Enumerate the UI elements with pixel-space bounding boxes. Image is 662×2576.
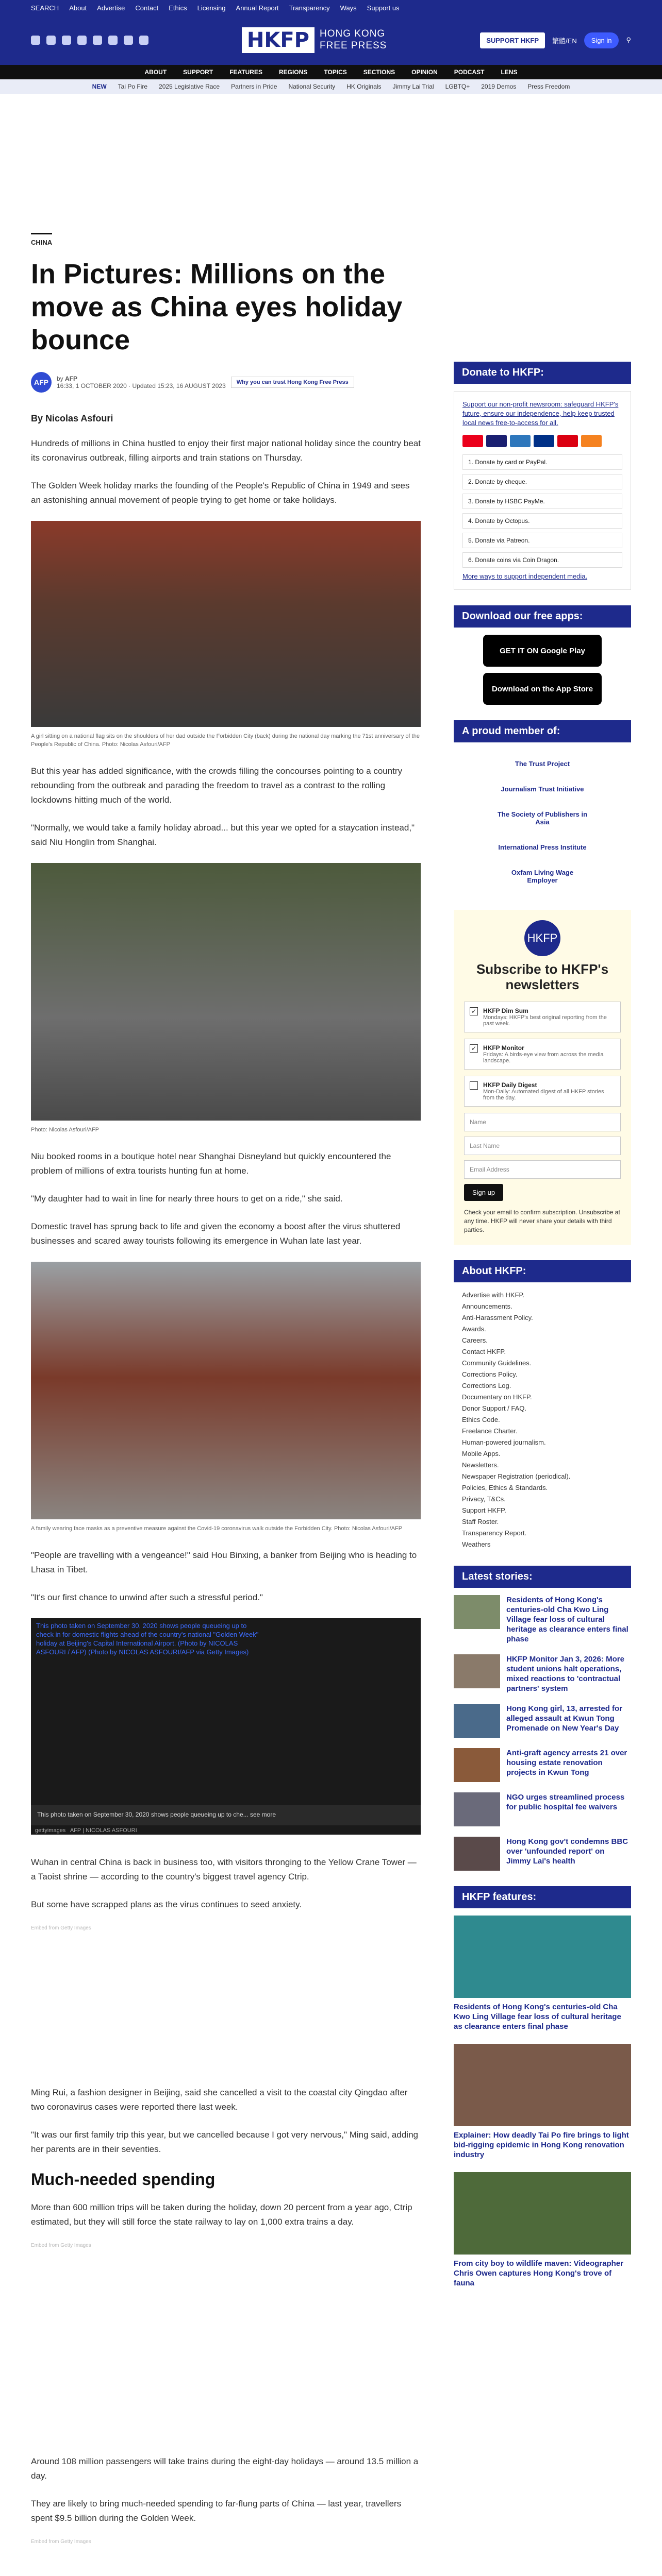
trending-item[interactable]: HK Originals: [346, 83, 382, 90]
contact-link[interactable]: Contact: [135, 4, 159, 12]
trending-item[interactable]: 2025 Legislative Race: [159, 83, 220, 90]
option-title: HKFP Dim Sum: [483, 1007, 528, 1014]
logo-mark: HKFP: [242, 27, 315, 53]
story-link[interactable]: Hong Kong girl, 13, arrested for alleged assault at Kwun Tong Promenade on New Year's Day: [506, 1704, 623, 1733]
about-link[interactable]: Newsletters.: [462, 1461, 499, 1469]
story-thumbnail[interactable]: [454, 1595, 500, 1629]
latest-story[interactable]: [454, 1595, 631, 1644]
rss-icon[interactable]: [124, 36, 133, 45]
transparency-link[interactable]: Transparency: [289, 4, 330, 12]
feature-image[interactable]: [454, 2172, 631, 2255]
newsletter-icon: HKFP: [524, 920, 560, 956]
about-link[interactable]: Anti-Harassment Policy.: [462, 1314, 533, 1321]
about-link[interactable]: About: [69, 4, 87, 12]
language-toggle[interactable]: 繁體/EN: [552, 37, 577, 45]
sidebar: [454, 362, 631, 2303]
apps-widget: [454, 605, 631, 705]
about-link[interactable]: Community Guidelines.: [462, 1359, 532, 1367]
latest-widget: [454, 1566, 631, 1871]
feature-link[interactable]: From city boy to wildlife maven: Videographer Chris Owen captures Hong Kong's trove of fauna: [454, 2259, 623, 2287]
author-line: By Nicolas Asfouri: [31, 413, 113, 423]
getty-embed-label[interactable]: Embed from Getty Images: [31, 2539, 91, 2545]
octopus-icon: [581, 435, 602, 447]
about-link[interactable]: Ethics Code.: [462, 1416, 500, 1423]
social-icons: [31, 36, 148, 45]
youtube-icon[interactable]: [93, 36, 102, 45]
nav-topics[interactable]: TOPICS: [324, 69, 347, 76]
paragraph: Wuhan in central China is back in business too, with visitors thronging to the Yellow Crane Tower — a Taoist shrine — according to the country's biggest travel agency Ctrip.: [31, 1857, 417, 1882]
ways-link[interactable]: Ways: [340, 4, 357, 12]
story-thumbnail[interactable]: [454, 1748, 500, 1782]
by-word: by: [57, 375, 63, 382]
trending-item[interactable]: Partners in Pride: [231, 83, 277, 90]
article-dates: 16:33, 1 OCTOBER 2020 · Updated 15:23, 16 AUGUST 2023: [57, 382, 226, 389]
about-link[interactable]: Freelance Charter.: [462, 1427, 518, 1435]
newsletter-option[interactable]: [464, 1002, 621, 1032]
facebook-icon[interactable]: [31, 36, 40, 45]
features-widget: [454, 1886, 631, 2288]
name-field[interactable]: Name: [464, 1113, 621, 1131]
about-link[interactable]: Corrections Policy.: [462, 1370, 518, 1378]
latest-story[interactable]: [454, 1704, 631, 1738]
newsletter-title: Subscribe to HKFP's newsletters: [476, 961, 609, 992]
about-link[interactable]: Advertise with HKFP.: [462, 1291, 525, 1299]
latest-title: Latest stories:: [454, 1566, 631, 1588]
about-link[interactable]: Awards.: [462, 1325, 486, 1333]
trending-item[interactable]: National Security: [288, 83, 336, 90]
newsletter-widget: [454, 910, 631, 1245]
getty-logo[interactable]: gettyimages: [35, 1827, 66, 1834]
paragraph: "People are travelling with a vengeance!" said Hou Binxing, a banker from Beijing who is heading to Lhasa in Tibet.: [31, 1550, 417, 1574]
newsletter-option[interactable]: [464, 1039, 621, 1070]
story-link[interactable]: Hong Kong gov't condemns BBC over 'unfounded report' on Jimmy Lai's health: [506, 1837, 628, 1866]
nav-podcast[interactable]: PODCAST: [454, 69, 485, 76]
donate-widget: [454, 362, 631, 590]
story-thumbnail[interactable]: [454, 1837, 500, 1871]
paragraph: Ming Rui, a fashion designer in Beijing, said she cancelled a visit to the coastal city Qingdao after two coronavirus cases were reported there last week.: [31, 2088, 408, 2112]
photo-crowd: [31, 863, 421, 1121]
ethics-link[interactable]: Ethics: [169, 4, 187, 12]
about-link[interactable]: Support HKFP.: [462, 1506, 506, 1514]
search-link[interactable]: SEARCH: [31, 4, 59, 12]
donate-option[interactable]: 2. Donate by cheque.: [462, 474, 622, 489]
about-link[interactable]: Contact HKFP.: [462, 1348, 506, 1355]
paypal-icon: [534, 435, 554, 447]
paragraph: Hundreds of millions in China hustled to enjoy their first major national holiday since the country beat its coronavirus outbreak, filling airports and train stations on Thursday.: [31, 438, 421, 463]
about-link[interactable]: Staff Roster.: [462, 1518, 499, 1526]
telegram-icon[interactable]: [139, 36, 148, 45]
story-link[interactable]: NGO urges streamlined process for public hospital fee waivers: [506, 1793, 625, 1811]
nav-lens[interactable]: LENS: [501, 69, 518, 76]
amex-icon: [510, 435, 531, 447]
member-logo[interactable]: The Trust Project: [515, 760, 570, 768]
nav-about[interactable]: ABOUT: [144, 69, 167, 76]
story-link[interactable]: HKFP Monitor Jan 3, 2026: More student unions halt operations, mixed reactions to 'contractual partners' system: [506, 1655, 624, 1693]
story-thumbnail[interactable]: [454, 1704, 500, 1738]
member-logo[interactable]: The Society of Publishers in Asia: [497, 810, 588, 826]
feature-image[interactable]: [454, 1916, 631, 1998]
trending-item[interactable]: LGBTQ+: [445, 83, 470, 90]
apps-title: Download our free apps:: [454, 605, 631, 628]
embed-credit: AFP | NICOLAS ASFOURI: [70, 1827, 137, 1834]
checkbox[interactable]: ✓: [470, 1044, 478, 1053]
membership-widget: [454, 720, 631, 894]
trending-bar: [0, 79, 662, 94]
story-link[interactable]: Anti-graft agency arrests 21 over housing estate renovation projects in Kwun Tong: [506, 1749, 627, 1777]
about-link[interactable]: Policies, Ethics & Standards.: [462, 1484, 548, 1492]
paragraph: "Normally, we would take a family holiday abroad... but this year we opted for a staycation instead," said Niu Honglin from Shanghai.: [31, 823, 415, 847]
option-desc: Mon-Daily: Automated digest of all HKFP stories from the day.: [483, 1089, 604, 1101]
agency-name[interactable]: AFP: [65, 375, 78, 382]
donate-option[interactable]: 6. Donate coins via Coin Dragon.: [462, 552, 622, 568]
paragraph: "It was our first family trip this year, but we cancelled because I got very nervous," Ming said, adding her parents are in their seventies.: [31, 2130, 418, 2154]
about-link[interactable]: Documentary on HKFP.: [462, 1393, 532, 1401]
paragraph: Niu booked rooms in a boutique hotel near Shanghai Disneyland but quickly encountered the problem of millions of extra tourists hunting fun at home.: [31, 1151, 391, 1176]
photo-caption: A family wearing face masks as a preventive measure against the Covid-19 coronavirus walk outside the Forbidden City. Photo: Nicolas Asfouri/AFP: [31, 1526, 403, 1532]
about-link[interactable]: Weathers: [462, 1540, 491, 1548]
trending-label: NEW: [92, 83, 107, 90]
email-field[interactable]: Email Address: [464, 1160, 621, 1179]
trust-link[interactable]: Why you can trust Hong Kong Free Press: [231, 377, 354, 388]
about-title: About HKFP:: [454, 1260, 631, 1282]
avatar: AFP: [31, 372, 52, 393]
donate-option[interactable]: 1. Donate by card or PayPal.: [462, 454, 622, 470]
nav-regions[interactable]: REGIONS: [278, 69, 308, 76]
getty-embed-label[interactable]: Embed from Getty Images: [31, 1925, 91, 1931]
donate-option[interactable]: 5. Donate via Patreon.: [462, 533, 622, 548]
about-link[interactable]: Privacy, T&Cs.: [462, 1495, 506, 1503]
nav-sections[interactable]: SECTIONS: [363, 69, 395, 76]
more-ways-link[interactable]: More ways to support independent media.: [462, 572, 588, 580]
annual-report-link[interactable]: Annual Report: [236, 4, 279, 12]
feature-link[interactable]: Explainer: How deadly Tai Po fire brings to light bid-rigging epidemic in Hong Kong renovation industry: [454, 2131, 629, 2159]
getty-embed[interactable]: [31, 1618, 421, 1835]
donate-link[interactable]: Support our non-profit newsroom: safeguard HKFP's future, ensure our independence, help keep trusted local news free-to-access for all.: [462, 400, 619, 427]
trending-item[interactable]: Press Freedom: [527, 83, 570, 90]
option-title: HKFP Daily Digest: [483, 1081, 537, 1089]
photo-family-masks: [31, 1262, 421, 1519]
nav-features[interactable]: FEATURES: [229, 69, 262, 76]
about-link[interactable]: Human-powered journalism.: [462, 1438, 546, 1446]
about-widget: [454, 1260, 631, 1550]
story-link[interactable]: Residents of Hong Kong's centuries-old Cha Kwo Ling Village fear loss of cultural heritage as clearance enters final phase: [506, 1596, 628, 1643]
sign-in-button[interactable]: Sign in: [584, 32, 619, 48]
paragraph: More than 600 million trips will be taken during the holiday, down 20 percent from a year ago, Ctrip estimated, but they will still force the state railway to lay on 1,000 extra trains a day.: [31, 2202, 412, 2227]
about-link[interactable]: Donor Support / FAQ.: [462, 1404, 527, 1412]
about-link[interactable]: Careers.: [462, 1336, 488, 1344]
visa-icon: [486, 435, 507, 447]
about-link[interactable]: Corrections Log.: [462, 1382, 511, 1389]
embed-see-more[interactable]: see more: [250, 1811, 276, 1818]
donate-option[interactable]: 4. Donate by Octopus.: [462, 513, 622, 529]
photo-caption: Photo: Nicolas Asfouri/AFP: [31, 1127, 100, 1133]
story-thumbnail[interactable]: [454, 1792, 500, 1826]
payme-icon: [557, 435, 578, 447]
photo-forbidden-city-girl: [31, 521, 421, 727]
about-link[interactable]: Mobile Apps.: [462, 1450, 501, 1458]
paragraph: Domestic travel has sprung back to life and given the economy a boost after the virus shuttered businesses and scared away tourists following its emergence in Wuhan late last year.: [31, 1222, 401, 1246]
paragraph: But this year has added significance, with the crowds filling the concourses pointing to a country rebounding from the outbreak and parading the freedom to travel as a contrast to the rolling lockdowns hitting much of the world.: [31, 766, 403, 805]
latest-story[interactable]: [454, 1837, 631, 1871]
logo-line2: FREE PRESS: [319, 40, 387, 51]
about-link[interactable]: Transparency Report.: [462, 1529, 527, 1537]
getty-embed-label[interactable]: Embed from Getty Images: [31, 2243, 91, 2248]
about-link[interactable]: Newspaper Registration (periodical).: [462, 1472, 571, 1480]
article-title: In Pictures: Millions on the move as China eyes holiday bounce: [31, 259, 403, 355]
paragraph: But some have scrapped plans as the virus continues to seed anxiety.: [31, 1900, 302, 1909]
site-logo[interactable]: [242, 27, 387, 53]
paragraph: Around 108 million passengers will take trains during the eight-day holidays — around 13.5 million a day.: [31, 2456, 419, 2481]
sign-up-button[interactable]: Sign up: [464, 1184, 503, 1201]
last-name-field[interactable]: Last Name: [464, 1137, 621, 1155]
twitter-icon[interactable]: [46, 36, 56, 45]
threads-icon[interactable]: [77, 36, 87, 45]
member-title: A proud member of:: [454, 720, 631, 742]
top-utility-bar: [0, 0, 662, 15]
photo-caption: A girl sitting on a national flag sits on the shoulders of her dad outside the Forbidden City (back) during the national day marking the 71st anniversary of the People's Republic of China. Photo: Nicolas Asfouri/AFP: [31, 733, 420, 748]
mastercard-icon: [462, 435, 483, 447]
logo-line1: HONG KONG: [319, 28, 386, 40]
mastodon-icon[interactable]: [108, 36, 118, 45]
embed-caption[interactable]: This photo taken on September 30, 2020 shows people queueing up to check in for domestic flights ahead of the country's national "Golden Week" holiday at Beijing's Capital International Airport. (Photo by NICOLAS ASFOURI / AFP) (Photo by NICOLAS ASFOURI/AFP via Getty Images): [36, 1622, 259, 1656]
option-desc: Mondays: HKFP's best original reporting from the past week.: [483, 1014, 607, 1027]
latest-story[interactable]: [454, 1654, 631, 1693]
category-label[interactable]: CHINA: [31, 233, 52, 246]
donate-option[interactable]: 3. Donate by HSBC PayMe.: [462, 494, 622, 509]
trending-item[interactable]: Jimmy Lai Trial: [392, 83, 434, 90]
trending-item[interactable]: Tai Po Fire: [118, 83, 148, 90]
checkbox[interactable]: [470, 1081, 478, 1090]
licensing-link[interactable]: Licensing: [197, 4, 226, 12]
option-title: HKFP Monitor: [483, 1044, 524, 1052]
google-play-button[interactable]: GET IT ON Google Play: [483, 635, 602, 667]
features-title: HKFP features:: [454, 1886, 631, 1908]
support-link[interactable]: Support us: [367, 4, 400, 12]
advertise-link[interactable]: Advertise: [97, 4, 125, 12]
latest-story[interactable]: [454, 1792, 631, 1826]
section-heading: Much-needed spending: [31, 2170, 216, 2189]
feature-image[interactable]: [454, 2044, 631, 2126]
main-nav: [0, 65, 662, 79]
paragraph: "It's our first chance to unwind after such a stressful period.": [31, 1592, 263, 1602]
masthead: [0, 15, 662, 65]
support-hkfp-button[interactable]: SUPPORT HKFP: [480, 32, 545, 48]
search-icon[interactable]: ⚲: [626, 36, 631, 44]
paragraph: The Golden Week holiday marks the founding of the People's Republic of China in 1949 and sees an astonishing annual movement of people trying to get home or take holidays.: [31, 481, 410, 505]
member-logo[interactable]: Oxfam Living Wage Employer: [511, 869, 574, 884]
latest-story[interactable]: [454, 1748, 631, 1782]
paragraph: "My daughter had to wait in line for nearly three hours to get on a ride," she said.: [31, 1194, 343, 1204]
embed-bar-text: This photo taken on September 30, 2020 shows people queueing up to che...: [37, 1811, 249, 1818]
donate-title: Donate to HKFP:: [454, 362, 631, 384]
feature-link[interactable]: Residents of Hong Kong's centuries-old Cha Kwo Ling Village fear loss of cultural heritage as clearance enters final phase: [454, 2003, 621, 2031]
newsletter-note: Check your email to confirm subscription. Unsubscribe at any time. HKFP will never share your details with third parties.: [464, 1209, 620, 1233]
member-logo[interactable]: Journalism Trust Initiative: [501, 785, 584, 793]
trending-item[interactable]: 2019 Demos: [481, 83, 517, 90]
story-thumbnail[interactable]: [454, 1654, 500, 1688]
nav-support[interactable]: SUPPORT: [183, 69, 213, 76]
member-logo[interactable]: International Press Institute: [498, 843, 587, 851]
app-store-button[interactable]: Download on the App Store: [483, 673, 602, 705]
instagram-icon[interactable]: [62, 36, 71, 45]
nav-opinion[interactable]: OPINION: [411, 69, 438, 76]
payment-logos: [462, 435, 622, 447]
option-desc: Fridays: A birds-eye view from across the media landscape.: [483, 1052, 604, 1064]
paragraph: They are likely to bring much-needed spending to far-flung parts of China — last year, travellers spent $9.5 billion during the Golden Week.: [31, 2499, 402, 2523]
newsletter-option[interactable]: [464, 1076, 621, 1107]
byline: [31, 372, 421, 393]
checkbox[interactable]: ✓: [470, 1007, 478, 1015]
article: [31, 233, 421, 2576]
about-link[interactable]: Announcements.: [462, 1302, 512, 1310]
